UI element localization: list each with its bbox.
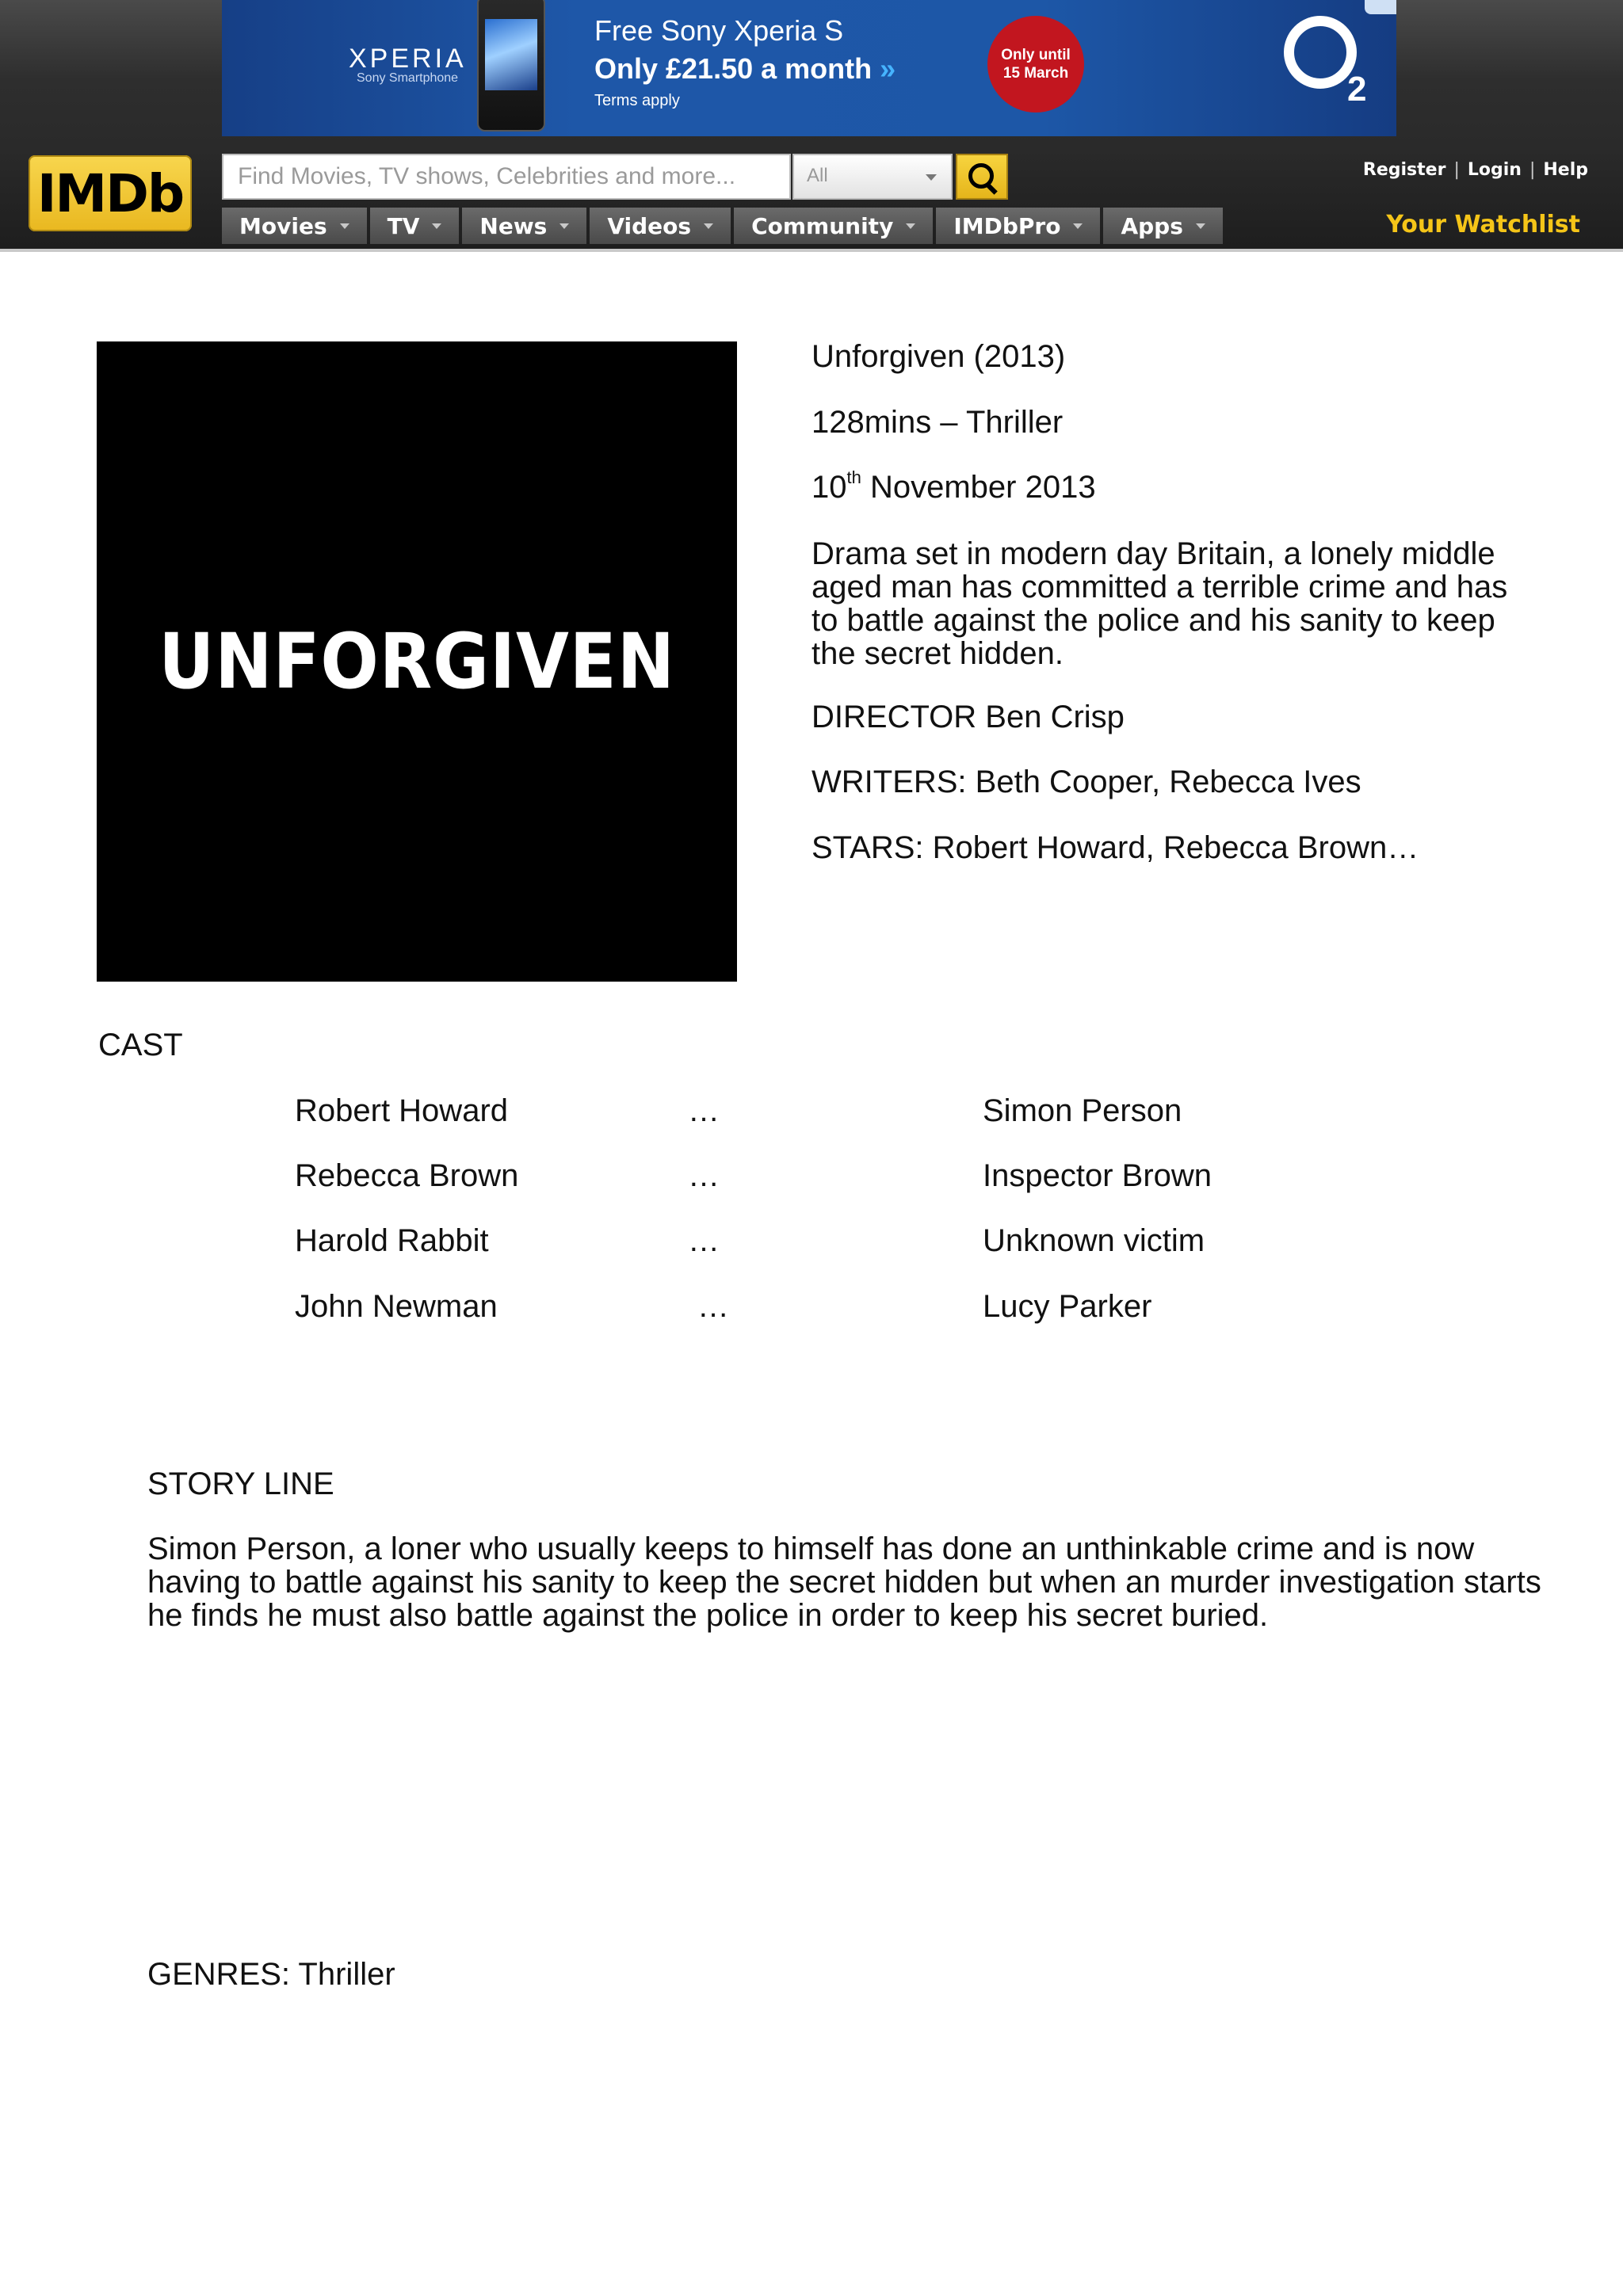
search-category-select[interactable]: All xyxy=(792,154,953,200)
imdb-header xyxy=(0,0,1623,252)
storyline-heading: STORY LINE xyxy=(147,1466,334,1501)
nav-tv[interactable]: TV xyxy=(370,208,460,244)
cast-actor: Robert Howard xyxy=(295,1093,509,1128)
cast-separator: … xyxy=(697,1289,729,1324)
o2-logo xyxy=(1284,16,1357,89)
ad-headline: Free Sony Xperia S xyxy=(594,14,844,47)
ad-terms: Terms apply xyxy=(594,92,680,109)
ad-brand-sub: Sony Smartphone xyxy=(357,71,459,85)
director: DIRECTOR Ben Crisp xyxy=(812,700,1125,734)
chevron-down-icon xyxy=(559,223,569,229)
cast-role: Lucy Parker xyxy=(983,1289,1152,1324)
nav-community[interactable]: Community xyxy=(734,208,933,244)
writers: WRITERS: Beth Cooper, Rebecca Ives xyxy=(812,765,1361,799)
advertisement-banner[interactable] xyxy=(222,0,1396,136)
search-button[interactable] xyxy=(956,154,1008,200)
cast-separator: … xyxy=(688,1223,720,1258)
release-date: 10th November 2013 xyxy=(812,467,1096,505)
cast-role: Inspector Brown xyxy=(983,1158,1212,1193)
main-nav xyxy=(222,208,1223,244)
cast-actor: Rebecca Brown xyxy=(295,1158,519,1193)
cast-actor: Harold Rabbit xyxy=(295,1223,489,1258)
chevron-down-icon xyxy=(704,223,713,229)
cast-separator: … xyxy=(688,1158,720,1193)
nav-movies[interactable]: Movies xyxy=(222,208,367,244)
movie-poster xyxy=(97,341,737,982)
nav-imdbpro[interactable]: IMDbPro xyxy=(936,208,1100,244)
cast-actor: John Newman xyxy=(295,1289,498,1324)
chevron-down-icon xyxy=(1073,223,1083,229)
movie-title: Unforgiven (2013) xyxy=(812,339,1066,374)
runtime-genre: 128mins – Thriller xyxy=(812,405,1064,440)
cast-separator: … xyxy=(688,1093,720,1128)
ad-price: Only £21.50 a month » xyxy=(594,52,896,85)
adchoices-icon[interactable] xyxy=(1365,0,1396,14)
cast-heading: CAST xyxy=(98,1028,183,1062)
ad-offer-badge: Only until 15 March xyxy=(987,16,1084,113)
help-link[interactable]: Help xyxy=(1543,160,1588,180)
nav-apps[interactable]: Apps xyxy=(1103,208,1222,244)
chevron-down-icon xyxy=(340,223,349,229)
chevron-down-icon xyxy=(906,223,915,229)
imdb-logo[interactable]: IMDb xyxy=(29,155,192,231)
chevron-down-icon xyxy=(926,174,937,181)
user-links: Register | Login | Help xyxy=(1362,160,1588,180)
o2-logo-sub: 2 xyxy=(1347,70,1367,109)
phone-image xyxy=(477,0,545,132)
cast-role: Unknown victim xyxy=(983,1223,1205,1258)
nav-videos[interactable]: Videos xyxy=(590,208,731,244)
genres: GENRES: Thriller xyxy=(147,1957,395,1992)
movie-summary: Drama set in modern day Britain, a lonely middle aged man has committed a terrible crime and has to battle against the police and his sanity to keep the secret hidden. xyxy=(812,536,1508,671)
stars: STARS: Robert Howard, Rebecca Brown… xyxy=(812,830,1419,865)
nav-news[interactable]: News xyxy=(462,208,586,244)
watchlist-link[interactable]: Your Watchlist xyxy=(1386,211,1580,238)
poster-title: UNFORGIVEN xyxy=(158,617,675,706)
ad-brand: XPERIA xyxy=(349,44,467,74)
chevron-down-icon xyxy=(432,223,441,229)
search-input[interactable] xyxy=(222,154,791,200)
login-link[interactable]: Login xyxy=(1467,160,1522,180)
storyline-text: Simon Person, a loner who usually keeps to himself has done an unthinkable crime and is now having to battle against his sanity to keep the secret hidden but when an murder investigation starts he finds he must also battle against the police in order to keep his secret buried. xyxy=(147,1531,1541,1633)
chevron-down-icon xyxy=(1196,223,1205,229)
register-link[interactable]: Register xyxy=(1362,160,1446,180)
cast-role: Simon Person xyxy=(983,1093,1182,1128)
